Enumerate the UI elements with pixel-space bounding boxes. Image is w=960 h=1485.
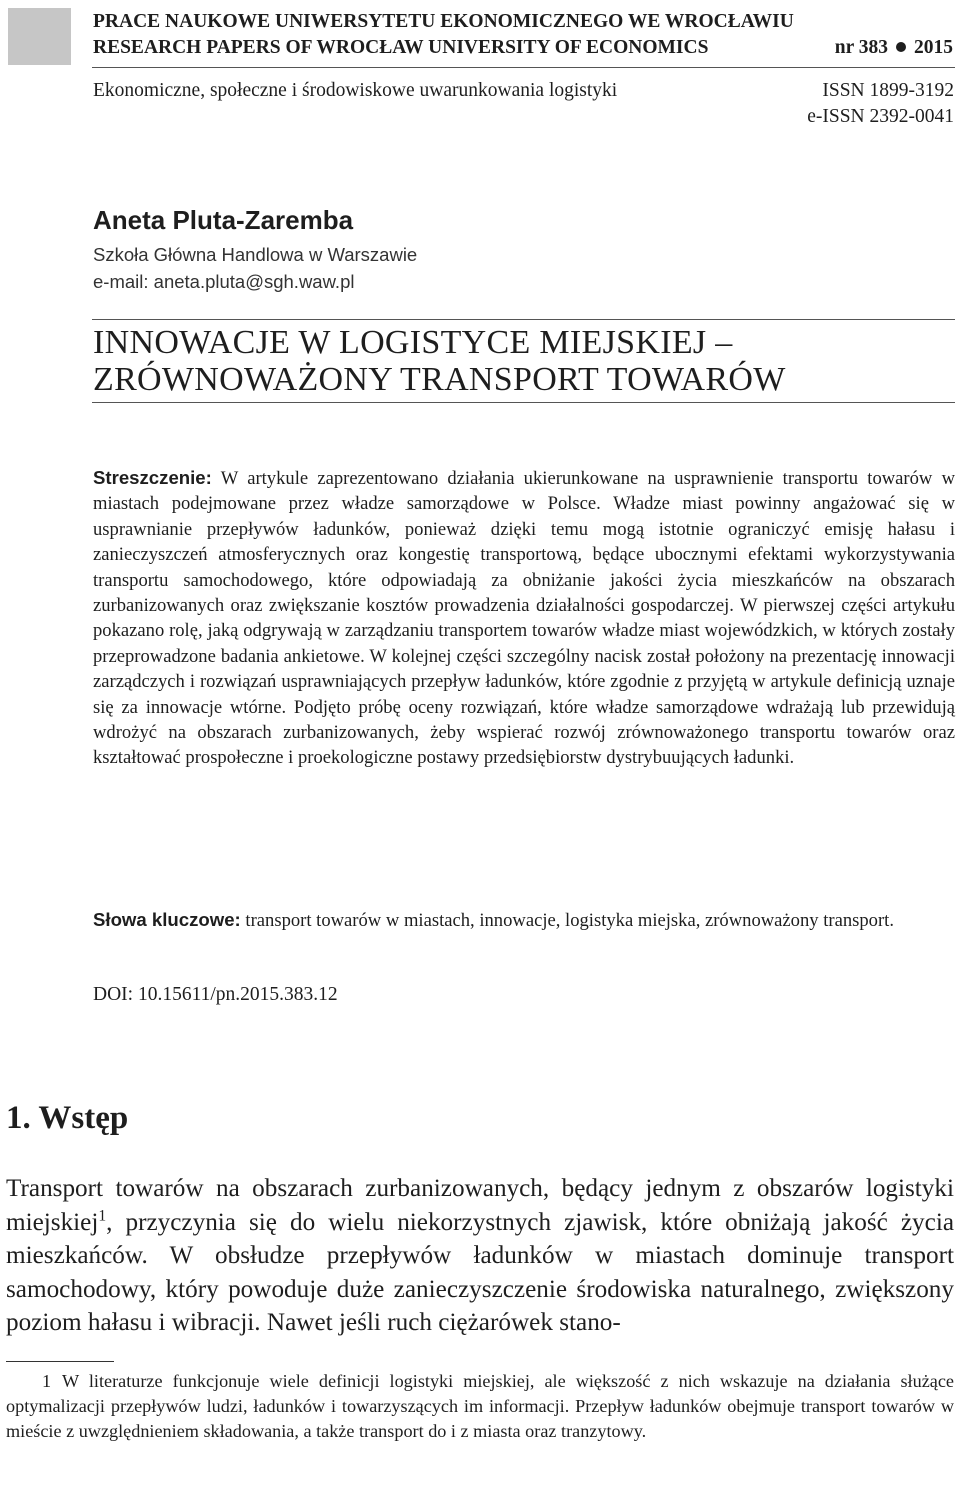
keywords xyxy=(93,907,955,933)
journal-logo-box xyxy=(8,8,71,65)
footnote-mark: 1 xyxy=(98,1207,107,1225)
section-heading: 1. Wstęp xyxy=(6,1100,129,1136)
keywords-label: Słowa kluczowe: xyxy=(93,909,241,930)
article-title-line2: ZRÓWNOWAŻONY TRANSPORT TOWARÓW xyxy=(93,361,786,398)
issue-year: 2015 xyxy=(914,37,953,58)
header-rule xyxy=(92,67,955,68)
author-affiliation: Szkoła Główna Handlowa w Warszawie xyxy=(93,244,418,265)
issn: ISSN 1899-3192 xyxy=(822,80,954,101)
series-title: Ekonomiczne, społeczne i środowiskowe uwarunkowania logistyki xyxy=(93,80,618,101)
journal-title-en: RESEARCH PAPERS OF WROCŁAW UNIVERSITY OF ECONOMICS xyxy=(93,37,709,58)
footnote xyxy=(6,1369,954,1445)
article-title-line1: INNOWACJE W LOGISTYCE MIEJSKIEJ – xyxy=(93,324,733,361)
body-text-1: Transport towarów na obszarach zurbanizowanych, będący jednym z obszarów logistyki miejskiej xyxy=(6,1175,954,1236)
doi: DOI: 10.15611/pn.2015.383.12 xyxy=(93,984,338,1005)
e-issn: e-ISSN 2392-0041 xyxy=(807,106,954,127)
footnote-text: W literaturze funkcjonuje wiele definicji logistyki miejskiej, ale większość z nich wskazuje na działania służące optymalizacji przepływów ludzi, ładunków i towarzyszących im informacji. Przepływ ładunków obejmuje transport towarów w mieście z uwzględnieniem składowania, a także transport do i z miasta oraz tranzytowy. xyxy=(6,1371,954,1442)
footnote-number: 1 xyxy=(42,1371,52,1391)
issue-number: nr 383 xyxy=(834,37,888,58)
section-body xyxy=(6,1172,954,1340)
abstract-text: W artykule zaprezentowano działania ukierunkowane na usprawnienie transportu towarów w miastach podejmowane przez władze samorządowe w Polsce. Władze miast powinny angażować się w usprawnianie przepływów ładunków, ponieważ dzięki temu mogą istotnie ograniczyć emisję hałasu i zanieczyszczeń atmosferycznych oraz kongestię transportową, będące ubocznymi efektami wykorzystywania transportu samochodowego, które odpowiadają za obniżanie jakości życia mieszkańców na obszarach zurbanizowanych oraz zwiększanie kosztów prowadzenia działalności gospodarczej. W pierwszej części artykułu pokazano rolę, jaką odgrywają w zarządzaniu transportem towarów władze miast wojewódzkich, w których zostały przeprowadzone badania ankietowe. W kolejnej części szczególny nacisk został położony na prezentację innowacji zarządczych i rozwiązań usprawniających przepływ ładunków, które zgodnie z przyjętą w artykule definicją uznaje się za innowacje wtórne. Podjęto próbę oceny rozwiązań, które władze samorządowe wdrażają lub przewidują wdrożyć na obszarach zurbanizowanych, żeby wspierać rozwój zrównoważonego transportu towarów oraz kształtować prospołeczne i proekologiczne postawy przedsiębiorstw dystrybuujących ładunki. xyxy=(93,468,955,769)
author-name: Aneta Pluta-Zaremba xyxy=(93,205,354,235)
abstract xyxy=(93,465,955,771)
journal-title-en-row xyxy=(93,36,953,60)
keywords-text: transport towarów w miastach, innowacje, logistyka miejska, zrównoważony transport. xyxy=(245,910,894,931)
abstract-label: Streszczenie: xyxy=(93,467,212,488)
journal-issue xyxy=(835,36,953,60)
author-email: e-mail: aneta.pluta@sgh.waw.pl xyxy=(93,271,355,292)
bullet-icon xyxy=(896,42,906,52)
title-rule-bottom xyxy=(92,402,955,403)
journal-title-pl: PRACE NAUKOWE UNIWERSYTETU EKONOMICZNEGO WE WROCŁAWIU xyxy=(93,11,794,32)
title-rule-top xyxy=(92,319,955,320)
footnote-rule xyxy=(6,1361,114,1362)
body-text-2: , przyczynia się do wielu niekorzystnych zjawisk, które obniżają jakość życia mieszkańców. W obsłudze przepływów ładunków w miastach dominuje transport samochodowy, który powoduje duże zanieczyszczenie środowiska naturalnego, zwiększony poziom hałasu i wibracji. Nawet jeśli ruch ciężarówek stano- xyxy=(6,1208,954,1337)
